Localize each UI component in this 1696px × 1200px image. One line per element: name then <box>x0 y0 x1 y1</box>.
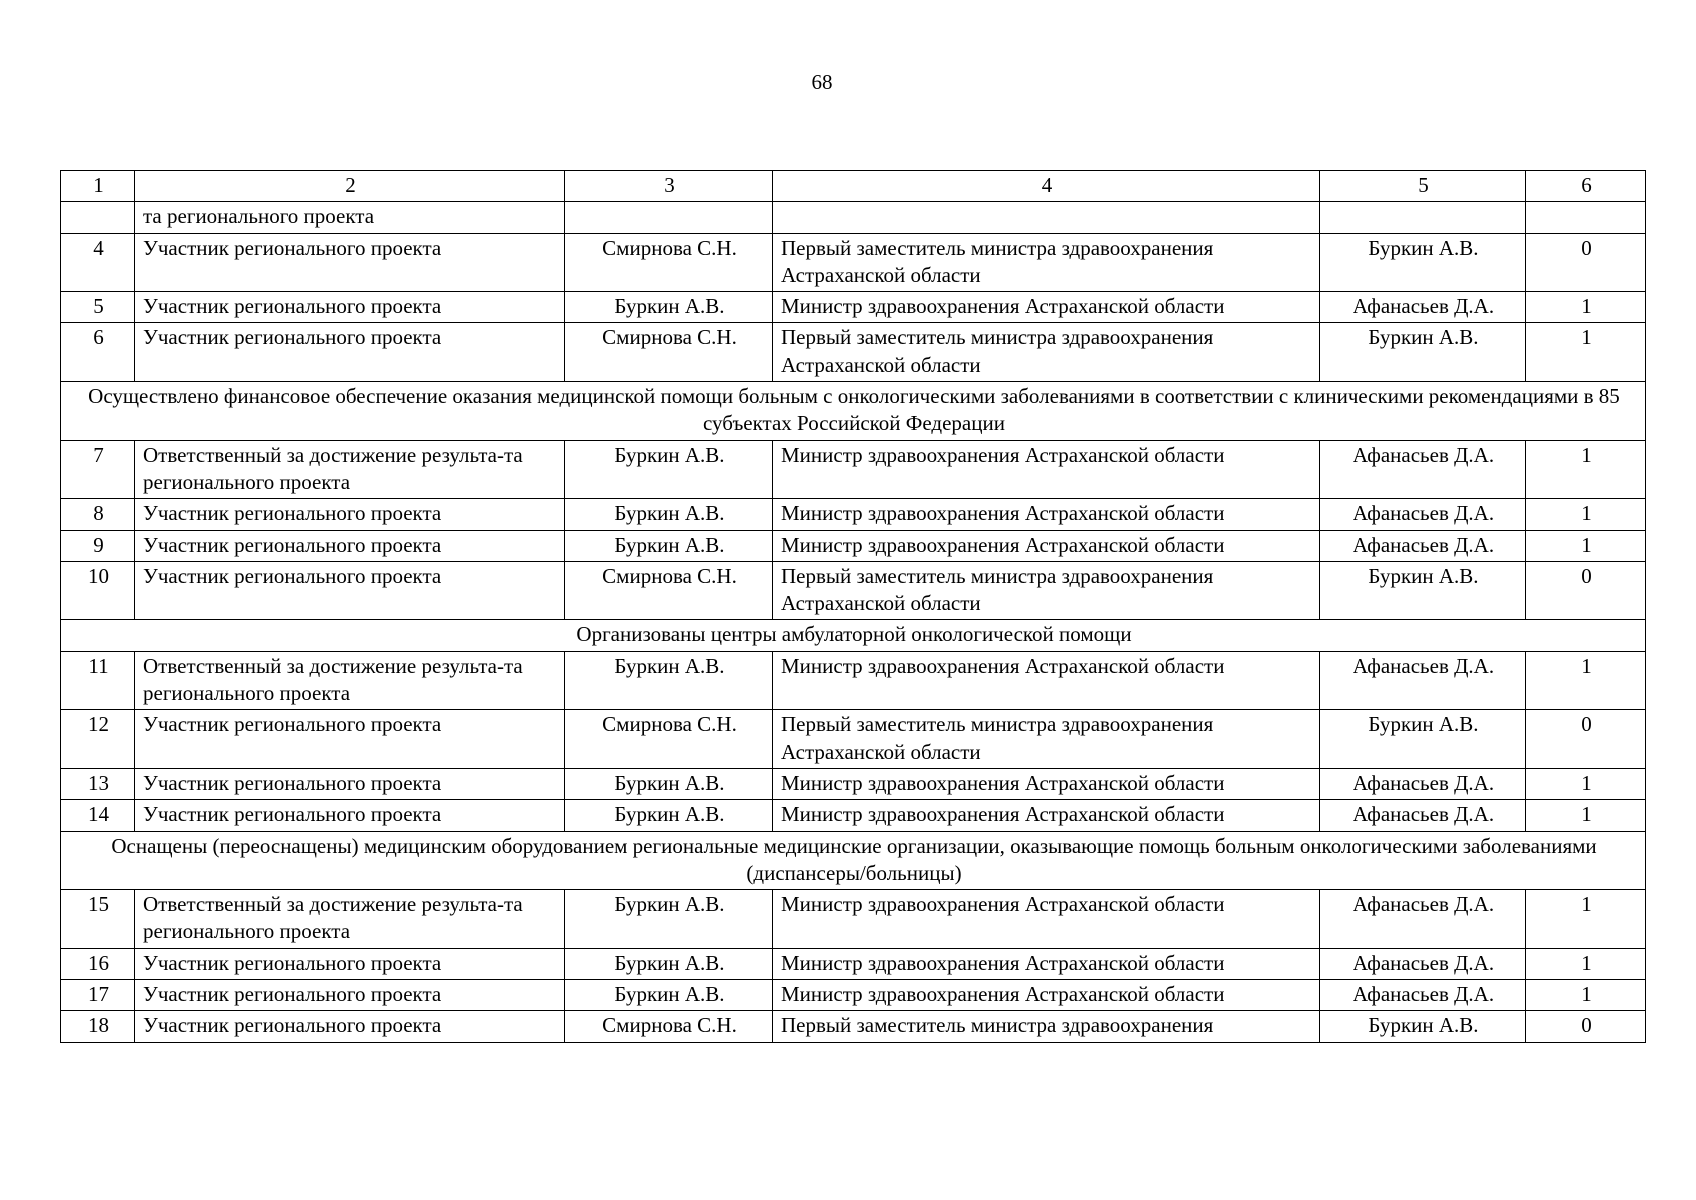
column-number: 5 <box>1320 171 1526 202</box>
table-row <box>61 499 1646 530</box>
employment-share-cell: 0 <box>1526 1011 1646 1042</box>
column-number: 3 <box>565 171 773 202</box>
table-row <box>61 440 1646 499</box>
table-row <box>61 948 1646 979</box>
person-name-cell: Буркин А.В. <box>565 800 773 831</box>
employment-share-cell: 1 <box>1526 530 1646 561</box>
supervisor-name-cell: Буркин А.В. <box>1320 323 1526 382</box>
project-role-cell: Участник регионального проекта <box>135 980 565 1011</box>
column-number: 1 <box>61 171 135 202</box>
row-number-cell: 17 <box>61 980 135 1011</box>
person-name-cell: Буркин А.В. <box>565 948 773 979</box>
table-row <box>61 800 1646 831</box>
table-row <box>61 323 1646 382</box>
supervisor-name-cell: Афанасьев Д.А. <box>1320 530 1526 561</box>
section-heading: Осуществлено финансовое обеспечение оказания медицинской помощи больным с онкологическими заболеваниями в соответствии с клиническими рекомендациями в 85 субъектах Российской Федерации <box>61 382 1646 441</box>
table-row <box>61 233 1646 292</box>
position-cell <box>773 202 1320 233</box>
page-number: 68 <box>811 70 833 94</box>
person-name-cell: Буркин А.В. <box>565 651 773 710</box>
position-cell: Министр здравоохранения Астраханской области <box>773 440 1320 499</box>
person-name-cell: Буркин А.В. <box>565 890 773 949</box>
person-name-cell: Буркин А.В. <box>565 768 773 799</box>
section-heading-row <box>61 620 1646 651</box>
section-heading: Организованы центры амбулаторной онкологической помощи <box>61 620 1646 651</box>
row-number-cell: 9 <box>61 530 135 561</box>
column-number: 6 <box>1526 171 1646 202</box>
employment-share-cell: 1 <box>1526 768 1646 799</box>
project-role-cell: Участник регионального проекта <box>135 499 565 530</box>
project-role-cell: Ответственный за достижение результа-та регионального проекта <box>135 890 565 949</box>
person-name-cell: Буркин А.В. <box>565 499 773 530</box>
supervisor-name-cell: Буркин А.В. <box>1320 1011 1526 1042</box>
table-row <box>61 710 1646 769</box>
position-cell: Министр здравоохранения Астраханской области <box>773 890 1320 949</box>
row-number-cell: 7 <box>61 440 135 499</box>
employment-share-cell: 0 <box>1526 710 1646 769</box>
position-cell: Министр здравоохранения Астраханской области <box>773 651 1320 710</box>
supervisor-name-cell: Афанасьев Д.А. <box>1320 768 1526 799</box>
employment-share-cell: 1 <box>1526 292 1646 323</box>
position-cell: Первый заместитель министра здравоохранения <box>773 1011 1320 1042</box>
row-number-cell: 11 <box>61 651 135 710</box>
person-name-cell <box>565 202 773 233</box>
project-role-cell: Участник регионального проекта <box>135 800 565 831</box>
row-number-cell: 5 <box>61 292 135 323</box>
employment-share-cell <box>1526 202 1646 233</box>
participants-table <box>60 170 1646 1043</box>
person-name-cell: Смирнова С.Н. <box>565 233 773 292</box>
supervisor-name-cell: Буркин А.В. <box>1320 710 1526 769</box>
row-number-cell <box>61 202 135 233</box>
table-row <box>61 980 1646 1011</box>
project-role-cell: Участник регионального проекта <box>135 323 565 382</box>
section-heading-row <box>61 831 1646 890</box>
employment-share-cell: 1 <box>1526 948 1646 979</box>
position-cell: Министр здравоохранения Астраханской области <box>773 948 1320 979</box>
employment-share-cell: 1 <box>1526 800 1646 831</box>
row-number-cell: 10 <box>61 561 135 620</box>
project-role-cell: Участник регионального проекта <box>135 530 565 561</box>
position-cell: Министр здравоохранения Астраханской области <box>773 980 1320 1011</box>
row-number-cell: 6 <box>61 323 135 382</box>
section-heading-row <box>61 382 1646 441</box>
table-row <box>61 1011 1646 1042</box>
row-number-cell: 8 <box>61 499 135 530</box>
person-name-cell: Буркин А.В. <box>565 530 773 561</box>
column-number: 4 <box>773 171 1320 202</box>
supervisor-name-cell: Афанасьев Д.А. <box>1320 499 1526 530</box>
row-number-cell: 15 <box>61 890 135 949</box>
supervisor-name-cell: Буркин А.В. <box>1320 561 1526 620</box>
position-cell: Первый заместитель министра здравоохранения Астраханской области <box>773 561 1320 620</box>
employment-share-cell: 1 <box>1526 980 1646 1011</box>
person-name-cell: Буркин А.В. <box>565 292 773 323</box>
project-role-cell: Участник регионального проекта <box>135 233 565 292</box>
table-row <box>61 890 1646 949</box>
supervisor-name-cell: Афанасьев Д.А. <box>1320 890 1526 949</box>
person-name-cell: Смирнова С.Н. <box>565 323 773 382</box>
table-row <box>61 292 1646 323</box>
supervisor-name-cell: Афанасьев Д.А. <box>1320 948 1526 979</box>
row-number-cell: 4 <box>61 233 135 292</box>
supervisor-name-cell: Афанасьев Д.А. <box>1320 292 1526 323</box>
person-name-cell: Буркин А.В. <box>565 440 773 499</box>
table-row <box>61 768 1646 799</box>
employment-share-cell: 0 <box>1526 233 1646 292</box>
employment-share-cell: 1 <box>1526 440 1646 499</box>
project-role-cell: Участник регионального проекта <box>135 292 565 323</box>
position-cell: Министр здравоохранения Астраханской области <box>773 292 1320 323</box>
project-role-cell: Участник регионального проекта <box>135 710 565 769</box>
supervisor-name-cell: Афанасьев Д.А. <box>1320 440 1526 499</box>
project-role-cell: та регионального проекта <box>135 202 565 233</box>
supervisor-name-cell: Афанасьев Д.А. <box>1320 800 1526 831</box>
employment-share-cell: 1 <box>1526 890 1646 949</box>
person-name-cell: Буркин А.В. <box>565 980 773 1011</box>
person-name-cell: Смирнова С.Н. <box>565 1011 773 1042</box>
position-cell: Первый заместитель министра здравоохранения Астраханской области <box>773 323 1320 382</box>
row-number-cell: 14 <box>61 800 135 831</box>
table-row <box>61 651 1646 710</box>
column-number: 2 <box>135 171 565 202</box>
row-number-cell: 18 <box>61 1011 135 1042</box>
row-number-cell: 13 <box>61 768 135 799</box>
row-number-cell: 16 <box>61 948 135 979</box>
supervisor-name-cell: Афанасьев Д.А. <box>1320 651 1526 710</box>
employment-share-cell: 0 <box>1526 561 1646 620</box>
section-heading: Оснащены (переоснащены) медицинским оборудованием региональные медицинские организации, оказывающие помощь больным онкологическими заболеваниями (диспансеры/больницы) <box>61 831 1646 890</box>
project-role-cell: Участник регионального проекта <box>135 561 565 620</box>
project-role-cell: Участник регионального проекта <box>135 1011 565 1042</box>
project-role-cell: Ответственный за достижение результа-та регионального проекта <box>135 440 565 499</box>
position-cell: Министр здравоохранения Астраханской области <box>773 768 1320 799</box>
project-role-cell: Участник регионального проекта <box>135 768 565 799</box>
position-cell: Министр здравоохранения Астраханской области <box>773 530 1320 561</box>
supervisor-name-cell: Буркин А.В. <box>1320 233 1526 292</box>
person-name-cell: Смирнова С.Н. <box>565 710 773 769</box>
employment-share-cell: 1 <box>1526 651 1646 710</box>
project-role-cell: Участник регионального проекта <box>135 948 565 979</box>
supervisor-name-cell <box>1320 202 1526 233</box>
position-cell: Первый заместитель министра здравоохранения Астраханской области <box>773 710 1320 769</box>
position-cell: Министр здравоохранения Астраханской области <box>773 499 1320 530</box>
position-cell: Министр здравоохранения Астраханской области <box>773 800 1320 831</box>
employment-share-cell: 1 <box>1526 499 1646 530</box>
table-row <box>61 561 1646 620</box>
project-role-cell: Ответственный за достижение результа-та регионального проекта <box>135 651 565 710</box>
table-row <box>61 530 1646 561</box>
person-name-cell: Смирнова С.Н. <box>565 561 773 620</box>
position-cell: Первый заместитель министра здравоохранения Астраханской области <box>773 233 1320 292</box>
employment-share-cell: 1 <box>1526 323 1646 382</box>
row-number-cell: 12 <box>61 710 135 769</box>
column-number-header-row <box>61 171 1646 202</box>
supervisor-name-cell: Афанасьев Д.А. <box>1320 980 1526 1011</box>
table-row <box>61 202 1646 233</box>
